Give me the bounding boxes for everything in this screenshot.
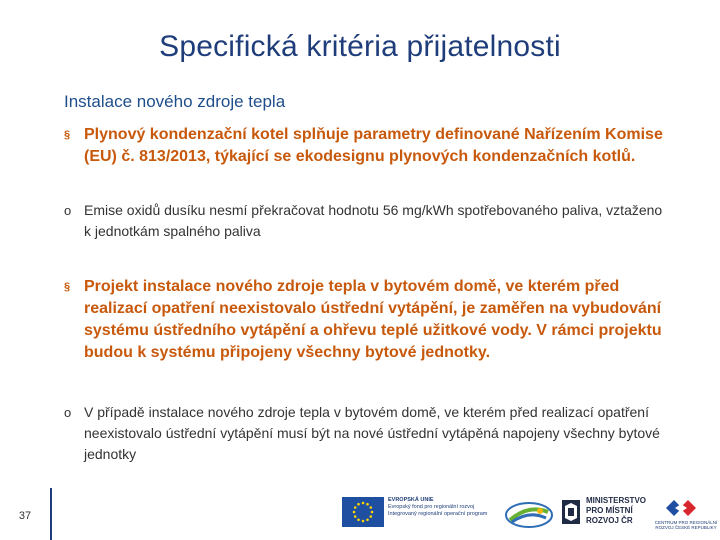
eu-title: EVROPSKÁ UNIE <box>388 497 434 503</box>
page-number: 37 <box>18 510 32 522</box>
bullet-sub-1 <box>64 200 664 242</box>
eu-program-line: Integrovaný regionální operační program <box>388 511 488 517</box>
bullet-text: Emise oxidů dusíku nesmí překračovat hodnotu 56 mg/kWh spotřebovaného paliva, vztaženo k jednotkám spalného paliva <box>84 202 663 239</box>
section-bullet-icon: § <box>64 281 71 293</box>
bullet-main-2 <box>64 276 664 364</box>
bullet-sub-2 <box>64 402 664 465</box>
ministry-line-3: ROZVOJ ČR <box>586 516 633 525</box>
slide-title: Specifická kritéria přijatelnosti <box>159 30 561 63</box>
circle-bullet-icon: o <box>64 405 72 420</box>
ministry-logo-text <box>586 496 648 526</box>
ministry-line-1: MINISTERSTVO <box>586 496 647 505</box>
ministry-emblem-icon <box>560 498 582 526</box>
section-bullet-icon: § <box>64 129 71 141</box>
bullet-main-1 <box>64 124 664 168</box>
slide-subtitle: Instalace nového zdroje tepla <box>64 92 286 111</box>
eu-flag-icon <box>342 497 384 527</box>
bullet-text: Plynový kondenzační kotel splňuje parametry definované Nařízením Komise (EU) č. 813/2013, týkající se ekodesignu plynových kondenzačních kotlů. <box>84 126 663 165</box>
program-logo-icon <box>504 500 554 530</box>
ministry-line-2: PRO MÍSTNÍ <box>586 506 633 515</box>
bullet-text: Projekt instalace nového zdroje tepla v bytovém domě, ve kterém před realizací opatření neexistovalo ústřední vytápění, je zaměřen na vybudování systému ústředního vytápění a ohřevu teplé užitkové vody. V rámci projektu budou k systému připojeny všechny bytové jednotky. <box>84 278 662 361</box>
bullet-text: V případě instalace nového zdroje tepla v bytovém domě, ve kterém před realizací opatření neexistovalo ústřední vytápění musí být na nové ústřední vytápěná napojeny všechny bytové jednotky <box>84 404 660 462</box>
circle-bullet-icon: o <box>64 203 72 218</box>
crr-logo-text: CENTRUM PRO REGIONÁLNÍ ROZVOJ ČESKÉ REPUBLIKY <box>654 520 718 530</box>
eu-logo-text <box>388 497 496 518</box>
eu-fund-line: Evropský fond pro regionální rozvoj <box>388 504 475 510</box>
